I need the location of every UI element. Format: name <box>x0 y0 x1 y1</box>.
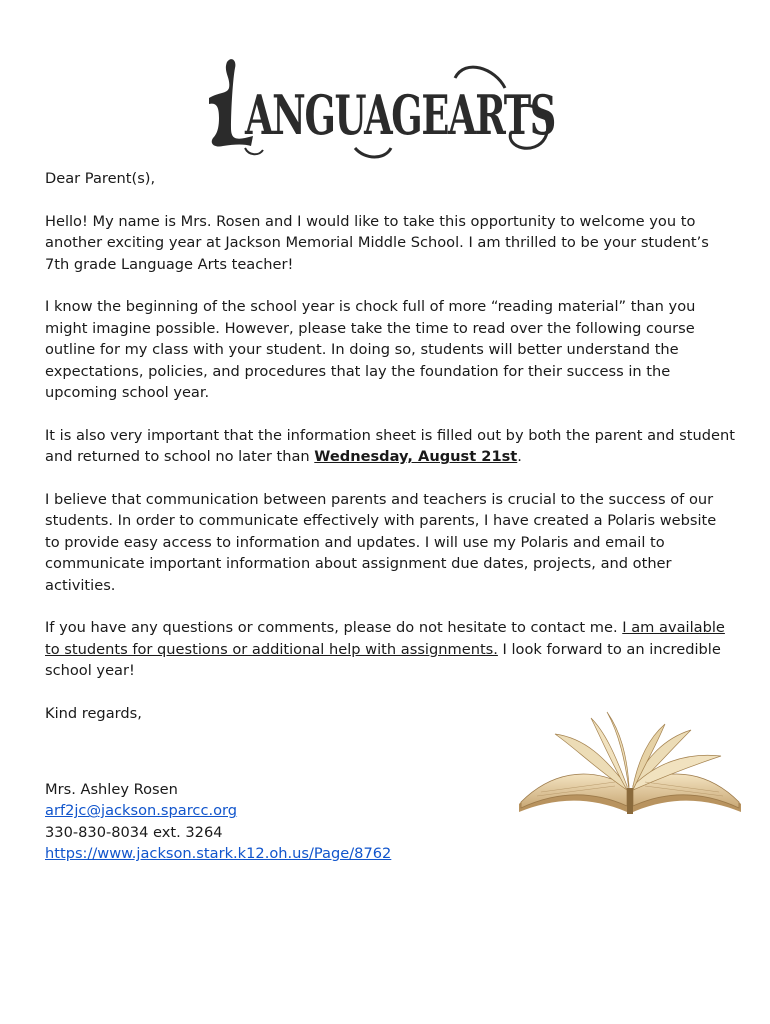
course-outline-paragraph: I know the beginning of the school year is chock full of more “reading material” than you might imagine possible. However, please take the time to read over the following course outline for my class with your student. In doing so, students will better understand the expectations, policies, and procedures that lay the foundation for their success in the upcoming school year. <box>45 298 696 402</box>
contact-text: If you have any questions or comments, please do not hesitate to contact me. <box>45 619 623 637</box>
open-book-icon <box>515 708 745 820</box>
svg-text:ANGUAGEARTS: ANGUAGEARTS <box>244 83 555 147</box>
contact-end: I look forward to an incredible school year! <box>45 640 721 680</box>
intro-paragraph: Hello! My name is Mrs. Rosen and I would like to take this opportunity to welcome you to another exciting year at Jackson Memorial Middle School. I am thrilled to be your student’s 7th grade Language Arts teacher! <box>45 212 709 273</box>
salutation: Dear Parent(s), <box>45 170 156 187</box>
info-sheet-end: . <box>517 448 522 466</box>
signature-block <box>45 779 545 865</box>
website-link[interactable]: https://www.jackson.stark.k12.oh.us/Page/8762 <box>45 845 392 863</box>
info-sheet-text: It is also very important that the information sheet is filled out by both the parent and student and returned to school no later than <box>45 426 735 466</box>
language-arts-logo <box>205 48 567 166</box>
closing: Kind regards, <box>45 705 142 723</box>
info-sheet-paragraph <box>45 425 735 468</box>
communication-paragraph: I believe that communication between parents and teachers is crucial to the success of our students. In order to communicate effectively with parents, I have created a Polaris website to provide easy access to information and updates. I will use my Polaris and email to communicate important information about assignment due dates, projects, and other activities. <box>45 491 717 594</box>
teacher-name: Mrs. Ashley Rosen <box>45 781 178 798</box>
availability-note: I am available to students for questions or additional help with assignments. <box>45 619 725 658</box>
contact-paragraph <box>45 617 735 681</box>
letter-body <box>45 168 735 724</box>
phone-number: 330-830-8034 ext. 3264 <box>45 823 223 841</box>
email-link[interactable]: arf2jc@jackson.sparcc.org <box>45 802 238 820</box>
deadline-date: Wednesday, August 21st <box>314 448 518 466</box>
